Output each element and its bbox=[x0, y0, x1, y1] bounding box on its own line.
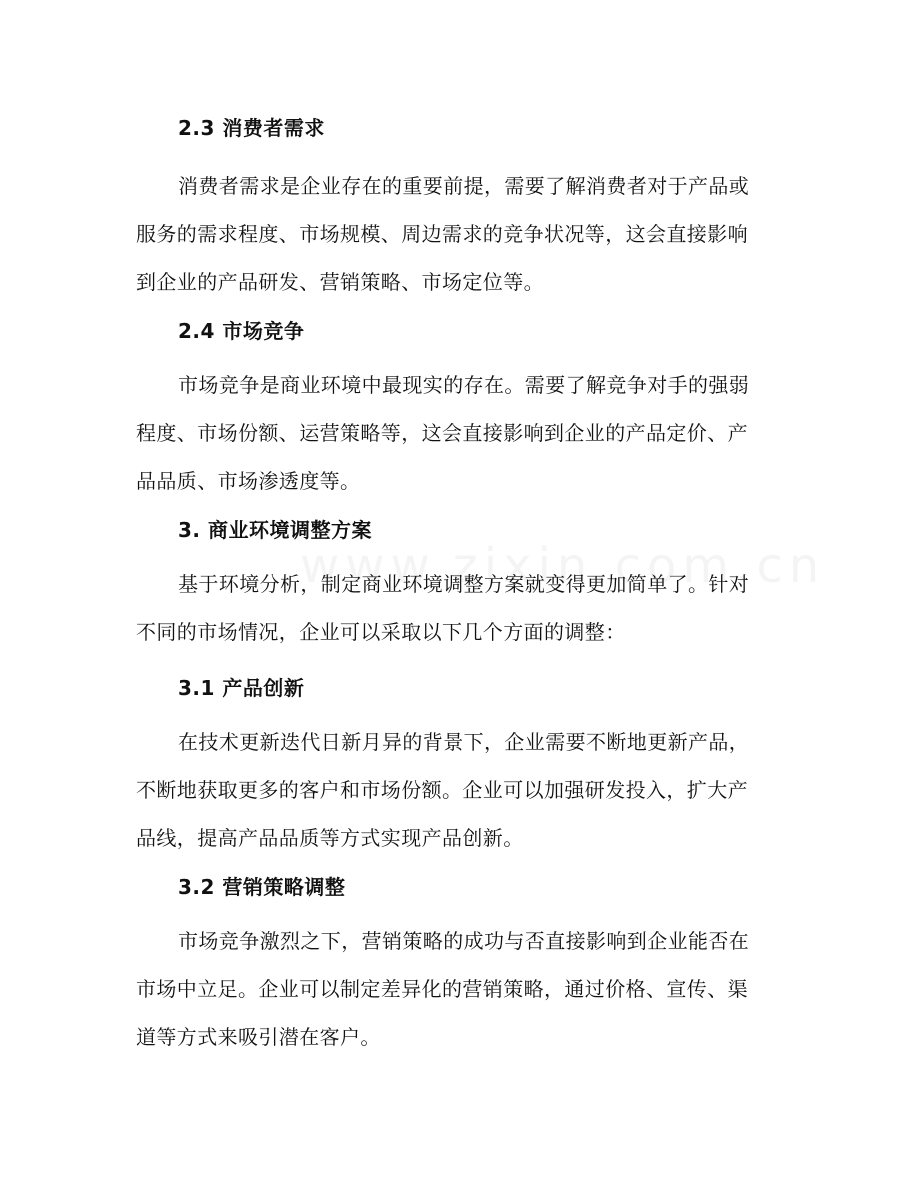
heading-3: 3. 商业环境调整方案 bbox=[178, 518, 372, 542]
heading-3-2: 3.2 营销策略调整 bbox=[178, 875, 346, 899]
paragraph-line: 在技术更新迭代日新月异的背景下，企业需要不断地更新产品， bbox=[178, 730, 750, 754]
paragraph-line: 不同的市场情况，企业可以采取以下几个方面的调整： bbox=[136, 620, 626, 644]
paragraph-3-2 bbox=[136, 917, 776, 1061]
paragraph-line: 品品质、市场渗透度等。 bbox=[136, 469, 361, 493]
paragraph-line: 到企业的产品研发、营销策略、市场定位等。 bbox=[136, 270, 544, 294]
paragraph-3 bbox=[136, 560, 776, 656]
paragraph-line: 基于环境分析，制定商业环境调整方案就变得更加简单了。针对 bbox=[178, 572, 750, 596]
paragraph-line: 市场竞争激烈之下，营销策略的成功与否直接影响到企业能否在 bbox=[178, 929, 750, 953]
paragraph-line: 消费者需求是企业存在的重要前提，需要了解消费者对于产品或 bbox=[178, 174, 750, 198]
paragraph-2-3 bbox=[136, 162, 776, 306]
paragraph-2-4 bbox=[136, 361, 776, 505]
paragraph-line: 道等方式来吸引潜在客户。 bbox=[136, 1025, 381, 1049]
paragraph-line: 程度、市场份额、运营策略等，这会直接影响到企业的产品定价、产 bbox=[136, 421, 748, 445]
paragraph-line: 市场中立足。企业可以制定差异化的营销策略，通过价格、宣传、渠 bbox=[136, 977, 748, 1001]
heading-2-4: 2.4 市场竞争 bbox=[178, 319, 305, 343]
paragraph-line: 市场竞争是商业环境中最现实的存在。需要了解竞争对手的强弱 bbox=[178, 373, 750, 397]
heading-3-1: 3.1 产品创新 bbox=[178, 676, 305, 700]
paragraph-line: 不断地获取更多的客户和市场份额。企业可以加强研发投入，扩大产 bbox=[136, 778, 748, 802]
heading-2-3: 2.3 消费者需求 bbox=[178, 116, 325, 140]
paragraph-3-1 bbox=[136, 718, 776, 862]
paragraph-line: 服务的需求程度、市场规模、周边需求的竞争状况等，这会直接影响 bbox=[136, 222, 748, 246]
paragraph-line: 品线，提高产品品质等方式实现产品创新。 bbox=[136, 826, 524, 850]
